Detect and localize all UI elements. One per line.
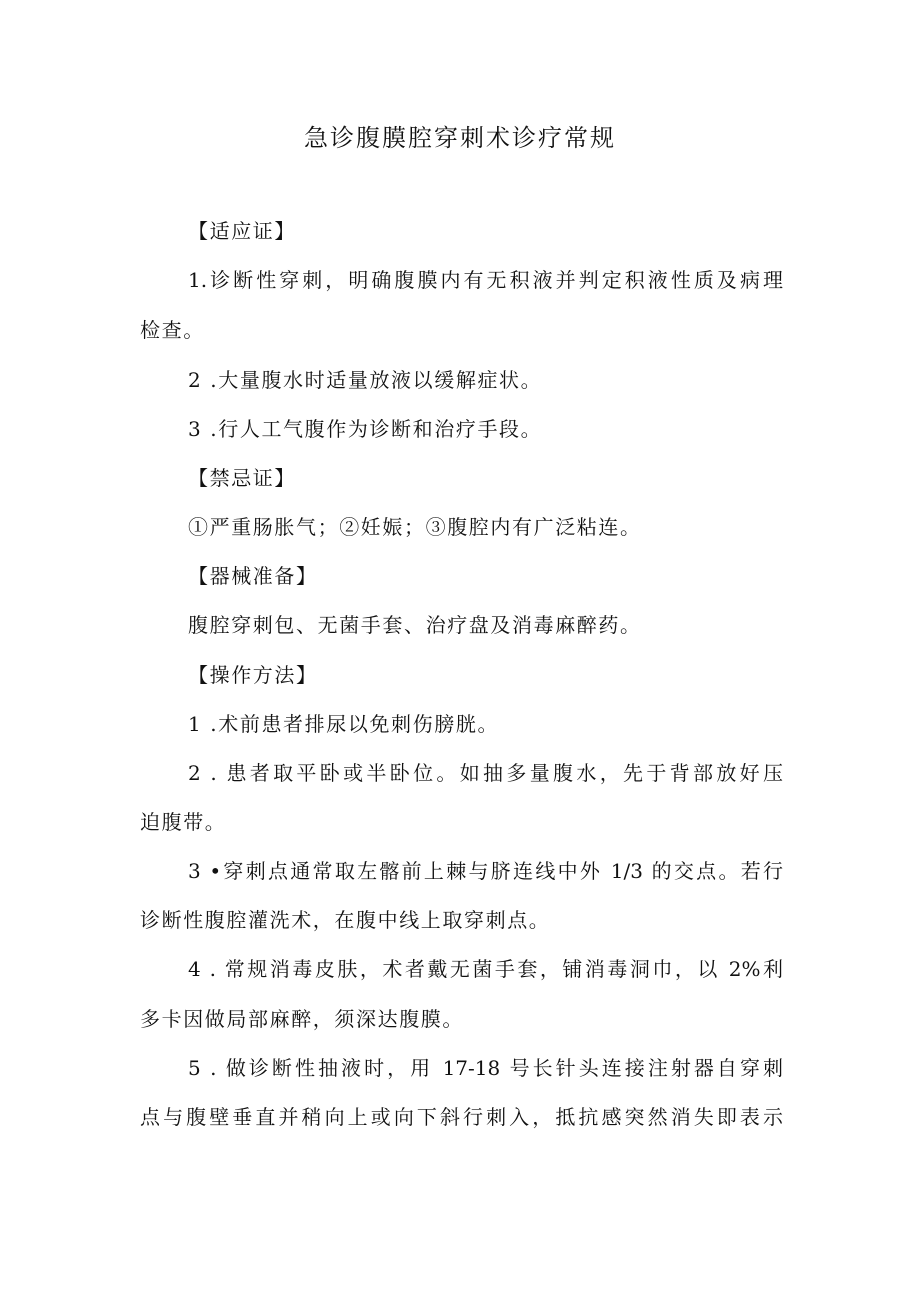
indication-item-1-line-2: 检查。	[140, 318, 205, 342]
section-heading-contraindications: 【禁忌证】	[188, 466, 296, 490]
procedure-step-4-line-2: 多卡因做局部麻醉，须深达腹膜。	[140, 1007, 464, 1031]
procedure-step-2-line-1: 2 . 患者取平卧或半卧位。如抽多量腹水，先于背部放好压	[188, 761, 783, 785]
procedure-step-3-line-1: 3 •穿刺点通常取左髂前上棘与脐连线中外 1/3 的交点。若行	[188, 859, 783, 883]
procedure-step-2-line-2: 迫腹带。	[140, 810, 227, 834]
procedure-step-5-line-1: 5 . 做诊断性抽液时，用 17-18 号长针头连接注射器自穿刺	[188, 1056, 783, 1080]
equipment-text: 腹腔穿刺包、无菌手套、治疗盘及消毒麻醉药。	[188, 613, 642, 637]
indication-item-1-line-1: 1.诊断性穿刺，明确腹膜内有无积液并判定积液性质及病理	[188, 268, 783, 292]
contraindications-text: ①严重肠胀气；②妊娠；③腹腔内有广泛粘连。	[188, 515, 642, 539]
section-heading-procedure: 【操作方法】	[188, 663, 318, 687]
procedure-step-3-line-2: 诊断性腹腔灌洗术，在腹中线上取穿刺点。	[140, 908, 551, 932]
page-title: 急诊腹膜腔穿刺术诊疗常规	[304, 124, 616, 152]
indication-item-3: 3 .行人工气腹作为诊断和治疗手段。	[188, 417, 543, 441]
section-heading-indications: 【适应证】	[188, 219, 296, 243]
indication-item-2: 2 .大量腹水时适量放液以缓解症状。	[188, 368, 543, 392]
section-heading-equipment: 【器械准备】	[188, 564, 318, 588]
procedure-step-5-line-2: 点与腹壁垂直并稍向上或向下斜行刺入，抵抗感突然消失即表示	[140, 1105, 783, 1129]
procedure-step-1: 1 .术前患者排尿以免刺伤膀胱。	[188, 712, 500, 736]
procedure-step-4-line-1: 4 . 常规消毒皮肤，术者戴无菌手套，铺消毒洞巾，以 2%利	[188, 957, 783, 981]
